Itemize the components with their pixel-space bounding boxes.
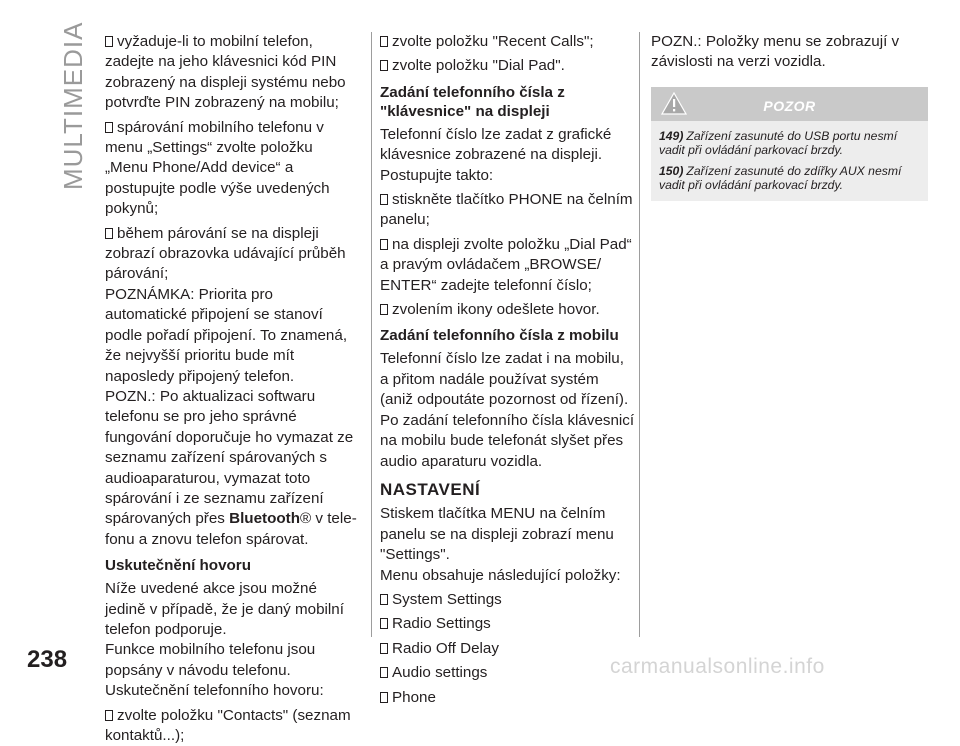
warning-box [651, 87, 928, 201]
menu-list-item: Phone [380, 688, 635, 708]
bullet-item: vyžaduje-li to mobilní telefon, zadejte na jeho klávesnici kód PIN zobrazený na displeji systému nebo potvrďte PIN zobrazený na mobilu; [105, 33, 346, 112]
watermark: carmanualsonline.info [610, 655, 825, 678]
paragraph: Stiskem tlačítka MENU na čelním panelu se na displeji zobrazí menu "Settings". [380, 505, 614, 564]
column-1 [105, 32, 357, 746]
warning-note: 149) Zařízení zasunuté do USB portu nesmí vadit při ovládání parkovací brzdy. [659, 128, 898, 158]
page-number: 238 [27, 646, 68, 673]
checkbox-bullet-icon [380, 60, 388, 71]
checkbox-bullet-icon [380, 618, 388, 629]
checkbox-bullet-icon [380, 643, 388, 654]
subheading: Uskutečnění hovoru [105, 557, 251, 575]
paragraph: Uskutečnění telefonního hovoru: [105, 682, 324, 700]
paragraph: Telefonní číslo lze zadat z grafické klávesnice zobrazené na displeji. Postupujte takto: [380, 125, 612, 184]
paragraph: POZNÁMKA: Priorita pro automatické připojení se stanoví podle pořadí připojení. To znamená, že nejvyšší prioritu bude mít naposledy připojený telefon. [105, 285, 348, 385]
checkbox-bullet-icon [380, 692, 388, 703]
column-divider [639, 32, 640, 637]
checkbox-bullet-icon [105, 122, 113, 133]
menu-list-item: Audio settings [380, 663, 635, 683]
warning-body [651, 121, 928, 201]
checkbox-bullet-icon [380, 194, 388, 205]
paragraph: POZN.: Položky menu se zobrazují v závislosti na verzi vozidla. [651, 33, 900, 71]
section-heading: NASTAVENÍ [380, 479, 481, 499]
checkbox-bullet-icon [380, 239, 388, 250]
menu-list-item: Radio Off Delay [380, 639, 635, 659]
column-divider [371, 32, 372, 637]
subheading: Zadání telefonního čísla z mobilu [380, 327, 619, 345]
bullet-item: spárování mobilního telefonu v menu „Settings“ zvolte položku „Menu Phone/Add device“ a postupujte podle výše uvedených pokynů; [105, 118, 330, 218]
subheading: Zadání telefonního čísla z "klávesnice" na displeji [380, 83, 565, 120]
checkbox-bullet-icon [380, 304, 388, 315]
section-side-title: MULTIMEDIA [58, 21, 88, 190]
bullet-item: zvolením ikony odešlete hovor. [380, 300, 635, 320]
menu-list-item: Radio Settings [380, 614, 635, 634]
bullet-item: během párování se na displeji zobrazí obrazovka udávající průběh párování; [105, 224, 346, 283]
bullet-item: zvolte položku "Contacts" (seznam kontaktů...); [105, 706, 351, 744]
bullet-item: zvolte položku "Dial Pad". [380, 56, 635, 76]
warning-title: POZOR [763, 97, 816, 114]
paragraph: Níže uvedené akce jsou možné jedině v případě, že je daný mobilní telefon podporuje. [105, 580, 344, 638]
bullet-item: zvolte položku "Recent Calls"; [380, 32, 635, 52]
paragraph: Telefonní číslo lze zadat i na mobilu, a přitom nadále používat systém (aniž odpoutáte pozornost od řízení). [380, 350, 629, 409]
checkbox-bullet-icon [105, 710, 113, 721]
paragraph: POZN.: Po aktualizaci softwaru telefonu se pro jeho správné fungování doporučuje ho vymazat ze seznamu zařízení spárovaných s audioaparaturou, vymazat toto spárování i ze seznamu zařízení spárovaných přes Bluetooth® v telefonu a znovu telefon spárovat. [105, 387, 357, 548]
checkbox-bullet-icon [105, 36, 113, 47]
checkbox-bullet-icon [380, 36, 388, 47]
paragraph: Menu obsahuje následující položky: [380, 566, 621, 584]
warning-header [651, 87, 928, 121]
column-3 [651, 32, 928, 201]
warning-note: 150) Zařízení zasunuté do zdířky AUX nesmí vadit při ovládání parkovací brzdy. [659, 163, 902, 193]
column-2 [380, 32, 635, 708]
paragraph: Po zadání telefonního čísla klávesnicí na mobilu bude telefonát slyšet přes audio aparaturu vozidla. [380, 411, 635, 470]
checkbox-bullet-icon [380, 594, 388, 605]
bullet-item: stiskněte tlačítko PHONE na čelním panelu; [380, 191, 633, 229]
bullet-item: na displeji zvolte položku „Dial Pad“ a pravým ovládačem „BROWSE/ ENTER“ zadejte telefonní číslo; [380, 235, 632, 294]
menu-list-item: System Settings [380, 590, 635, 610]
paragraph: Funkce mobilního telefonu jsou popsány v návodu telefonu. [105, 641, 316, 679]
checkbox-bullet-icon [380, 667, 388, 678]
checkbox-bullet-icon [105, 228, 113, 239]
